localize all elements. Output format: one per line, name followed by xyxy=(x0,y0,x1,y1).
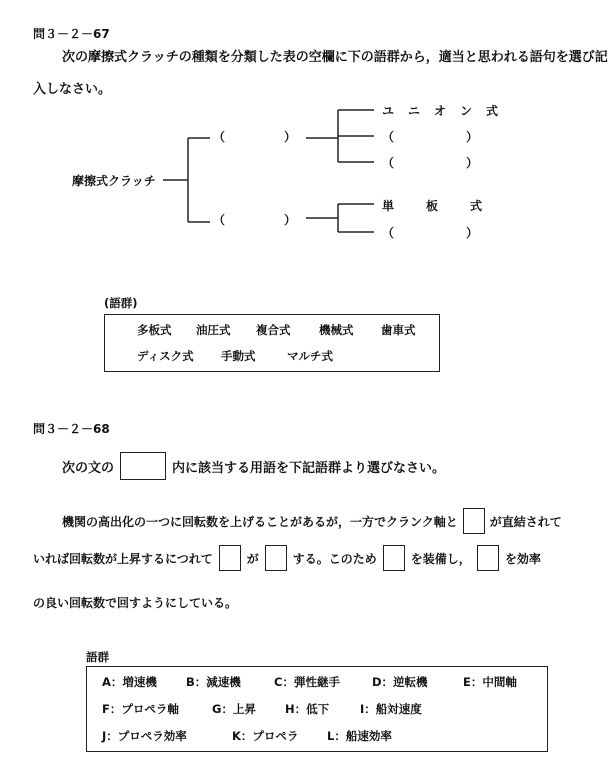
answer-blank-3[interactable] xyxy=(265,545,287,571)
q68-word-b: B：減速機 xyxy=(186,675,241,689)
q68-s2-a: いれば回転数が上昇するにつれて xyxy=(33,551,213,566)
answer-blank-2[interactable] xyxy=(219,545,241,571)
leaf-single-plate: 単 板 式 xyxy=(382,199,493,213)
q67-root-label: 摩擦式クラッチ xyxy=(72,174,156,188)
q67-word-6: ディスク式 xyxy=(137,349,194,363)
q68-word-h: H：低下 xyxy=(285,702,330,716)
q68-s1-a: 機関の高出化の一つに回転数を上げることがあるが，一方でクランク軸と xyxy=(62,514,458,529)
instruction-blank-box xyxy=(120,452,166,480)
q68-number: 問３－２－68 xyxy=(33,422,110,436)
branch2-paren-left: （ xyxy=(213,213,226,227)
q67-instruction-line2: 入しなさい。 xyxy=(33,82,112,97)
q68-instruction-post: 内に該当する用語を下記語群より選びなさい。 xyxy=(172,460,446,476)
q68-sentence-line1 xyxy=(62,508,562,534)
q67-word-7: 手動式 xyxy=(221,349,256,363)
leaf2-paren-left: （ xyxy=(382,130,395,144)
q68-word-l: L：船速効率 xyxy=(327,729,392,743)
q68-s2-e: を効率 xyxy=(504,551,541,566)
leaf5-paren-right: ） xyxy=(466,226,479,240)
q68-sentence-line3: の良い回転数で回すようにしている。 xyxy=(33,596,238,610)
answer-blank-1[interactable] xyxy=(463,508,485,534)
q68-s2-b: が xyxy=(246,551,259,566)
answer-blank-5[interactable] xyxy=(477,545,499,571)
q68-word-f: F：プロペラ軸 xyxy=(102,702,179,716)
q67-word-2: 油圧式 xyxy=(196,323,231,337)
q67-tree-lines xyxy=(0,0,612,260)
q67-number: 問３－２－67 xyxy=(33,27,110,41)
q68-word-i: I：船対速度 xyxy=(360,702,422,716)
q67-word-8: マルチ式 xyxy=(287,349,333,363)
q68-s1-b: が直結されて xyxy=(489,514,562,529)
q68-s2-c: する。このため xyxy=(292,551,377,566)
branch1-paren-right: ） xyxy=(284,130,297,144)
q68-word-k: K：プロペラ xyxy=(232,729,299,743)
q68-word-e: E：中間軸 xyxy=(463,675,517,689)
q67-word-1: 多板式 xyxy=(137,323,172,337)
answer-blank-4[interactable] xyxy=(383,545,405,571)
branch1-paren-left: （ xyxy=(213,130,226,144)
leaf2-paren-right: ） xyxy=(466,130,479,144)
q68-word-group-title: 語群 xyxy=(86,650,109,664)
q67-instruction-line1: 次の摩擦式クラッチの種類を分類した表の空欄に下の語群から，適当と思われる語句を選び記 xyxy=(62,50,608,65)
branch2-paren-right: ） xyxy=(284,213,297,227)
q68-word-g: G：上昇 xyxy=(212,702,256,716)
q68-word-c: C：弾性継手 xyxy=(274,675,340,689)
q67-word-group-title: (語群) xyxy=(104,296,138,310)
q67-word-4: 機械式 xyxy=(319,323,354,337)
leaf-union-type: ユニオン式 xyxy=(382,104,513,118)
q68-instruction-pre: 次の文の xyxy=(62,460,115,476)
q68-word-j: J：プロペラ効率 xyxy=(102,729,187,743)
q68-s2-d: を装備し， xyxy=(410,551,471,566)
q68-sentence-line2 xyxy=(33,545,541,571)
q68-word-a: A：増速機 xyxy=(102,675,157,689)
leaf3-paren-left: （ xyxy=(382,156,395,170)
leaf3-paren-right: ） xyxy=(466,156,479,170)
q67-word-3: 複合式 xyxy=(256,323,291,337)
leaf5-paren-left: （ xyxy=(382,226,395,240)
q67-word-5: 歯車式 xyxy=(381,323,416,337)
q68-word-d: D：逆転機 xyxy=(372,675,428,689)
q68-instruction xyxy=(62,452,445,480)
